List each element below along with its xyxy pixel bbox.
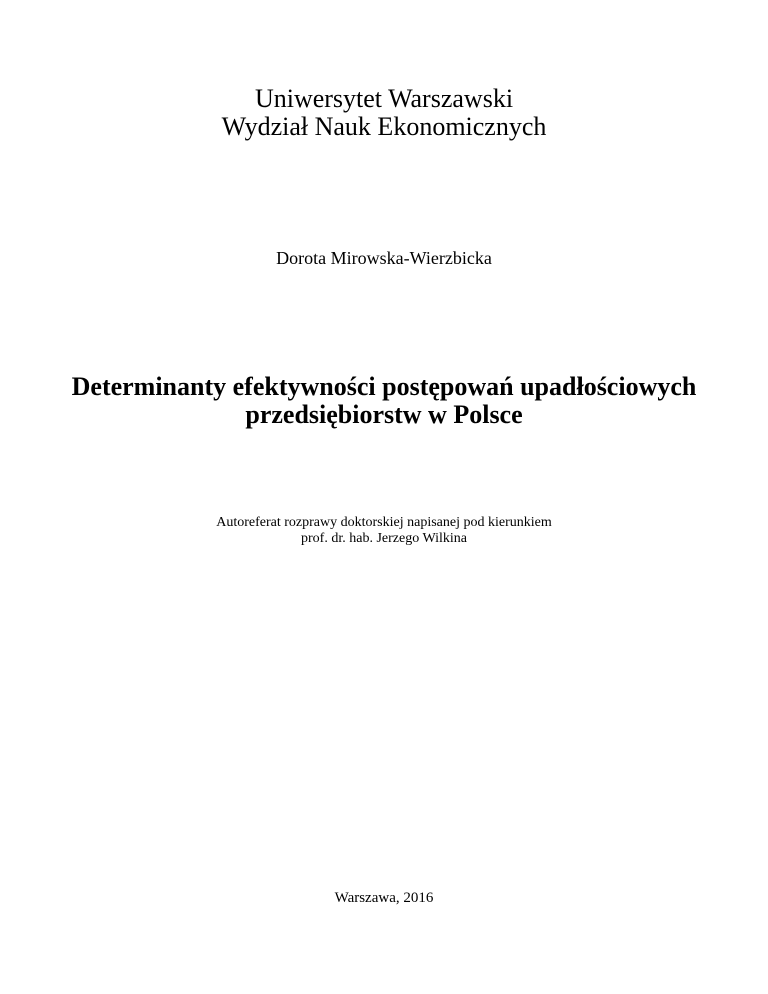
thesis-title-line-1: Determinanty efektywności postępowań upadłościowych	[71, 372, 697, 401]
place-and-year: Warszawa, 2016	[334, 890, 434, 906]
thesis-title-line-2: przedsiębiorstw w Polsce	[245, 400, 523, 429]
thesis-description-line-1: Autoreferat rozprawy doktorskiej napisanej pod kierunkiem	[216, 515, 552, 530]
supervisor-line: prof. dr. hab. Jerzego Wilkina	[301, 531, 467, 546]
faculty-name: Wydział Nauk Ekonomicznych	[221, 112, 547, 141]
author-name: Dorota Mirowska-Wierzbicka	[276, 248, 492, 268]
university-name: Uniwersytet Warszawski	[254, 84, 514, 113]
